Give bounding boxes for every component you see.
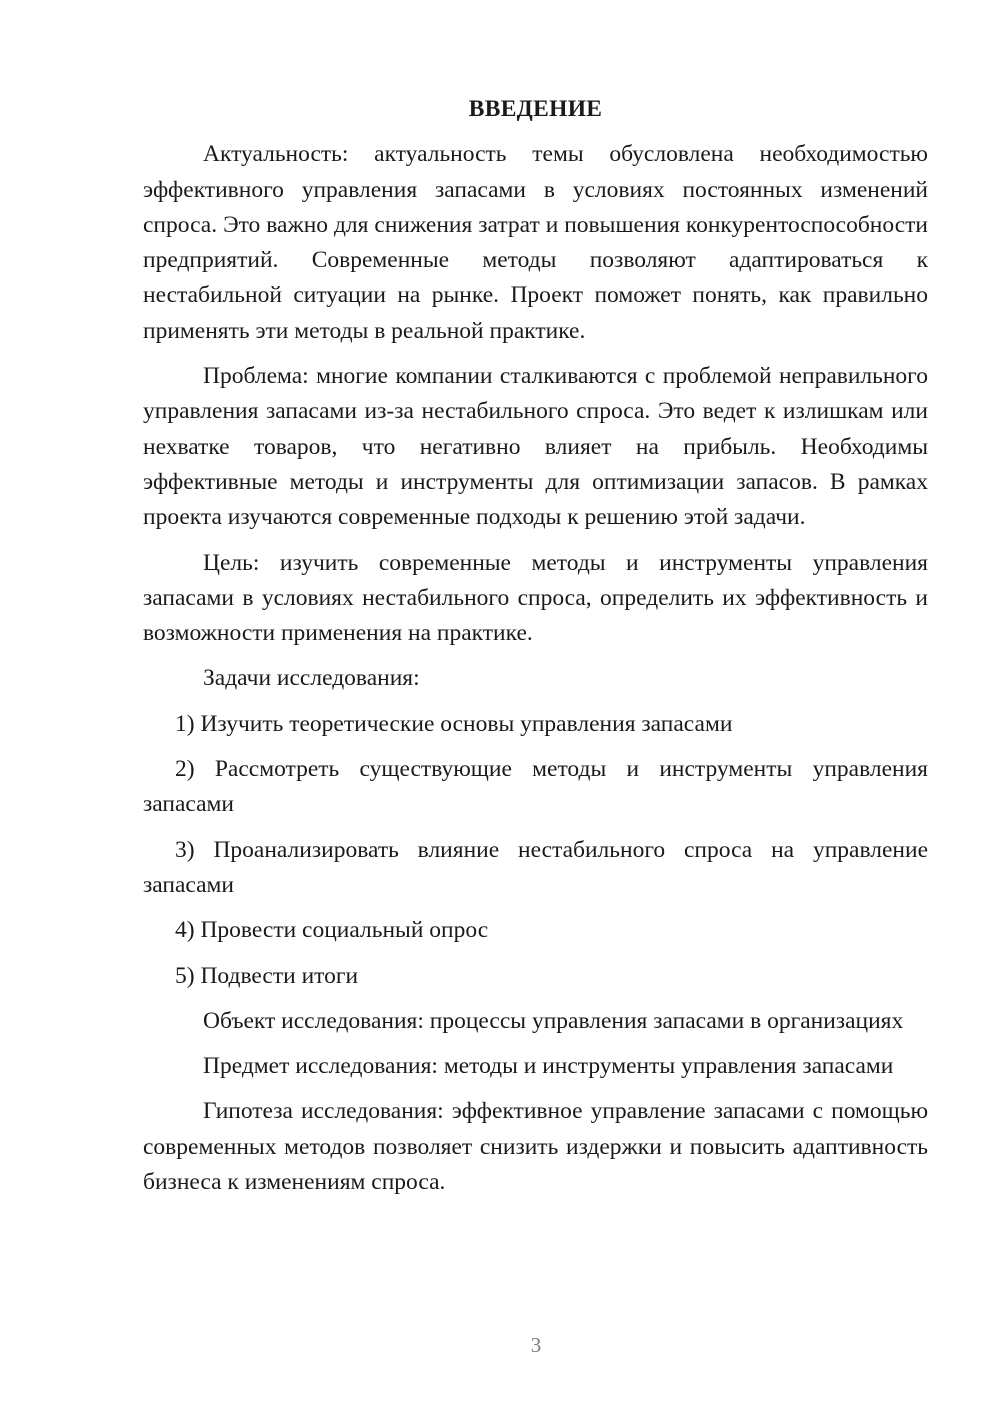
task-item-5: 5) Подвести итоги: [175, 962, 359, 989]
paragraph-problem: Проблема: многие компании сталкиваются с проблемой неправильного управления запасами из-за нестабильного спроса. Это ведет к излишкам или нехватке товаров, что негативно влияет на прибыль. Необходимы эффективные методы и инструменты для оптимизации запасов. В рамках проекта изучаются современные подходы к решению этой задачи.: [143, 363, 928, 531]
paragraph-goal: Цель: изучить современные методы и инструменты управления запасами в условиях нестабильного спроса, определить их эффективность и возможности применения на практике.: [143, 549, 928, 647]
paragraph-tasks-heading: Задачи исследования:: [203, 665, 420, 692]
paragraph-relevance: Актуальность: актуальность темы обусловлена необходимостью эффективного управления запасами в условиях постоянных изменений спроса. Это важно для снижения затрат и повышения конкурентоспособности предприятий. Современные методы позволяют адаптироваться к нестабильной ситуации на рынке. Проект поможет понять, как правильно применять эти методы в реальной практике.: [143, 141, 928, 344]
task-item-4: 4) Провести социальный опрос: [175, 917, 489, 944]
paragraph-subject: Предмет исследования: методы и инструменты управления запасами: [203, 1053, 894, 1080]
paragraph-object: Объект исследования: процессы управления запасами в организациях: [203, 1007, 904, 1034]
document-page: [143, 92, 928, 1210]
task-item-1: 1) Изучить теоретические основы управления запасами: [175, 710, 733, 737]
paragraph-hypothesis: Гипотеза исследования: эффективное управление запасами с помощью современных методов позволяет снизить издержки и повысить адаптивность бизнеса к изменениям спроса.: [143, 1098, 928, 1196]
task-item-3: 3) Проанализировать влияние нестабильного спроса на управление запасами: [143, 836, 928, 898]
task-item-2: 2) Рассмотреть существующие методы и инструменты управления запасами: [143, 756, 928, 818]
page-title: ВВЕДЕНИЕ: [468, 96, 603, 122]
page-number: 3: [530, 1333, 542, 1357]
